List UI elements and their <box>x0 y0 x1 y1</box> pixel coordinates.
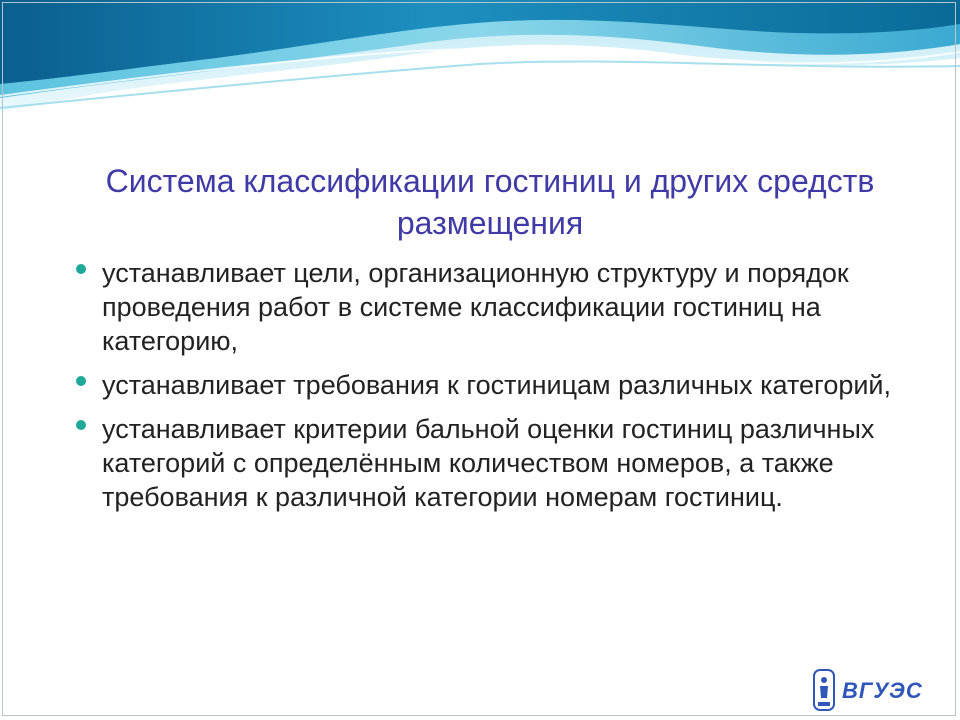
bullet-text: устанавливает критерии бальной оценки гостиниц различных категорий с определённым количеством номеров, а также требования к различной категории номерам гостиниц. <box>102 414 875 512</box>
university-emblem-icon <box>812 668 836 712</box>
bullet-item <box>72 368 912 402</box>
slide-title: Система классификации гостиниц и других средств размещения <box>105 163 875 241</box>
bullet-text: устанавливает цели, организационную структуру и порядок проведения работ в системе классификации гостиниц на категорию, <box>102 258 849 356</box>
university-logo <box>812 668 932 714</box>
logo-text: ВГУЭС <box>842 678 923 703</box>
header-wave-decoration <box>0 0 960 130</box>
bullet-dot-icon <box>76 376 86 386</box>
bullet-item <box>72 256 912 358</box>
bullet-list <box>72 256 912 524</box>
bullet-text: устанавливает требования к гостиницам различных категорий, <box>102 370 892 400</box>
bullet-dot-icon <box>76 264 86 274</box>
bullet-dot-icon <box>76 420 86 430</box>
bullet-item <box>72 412 912 514</box>
